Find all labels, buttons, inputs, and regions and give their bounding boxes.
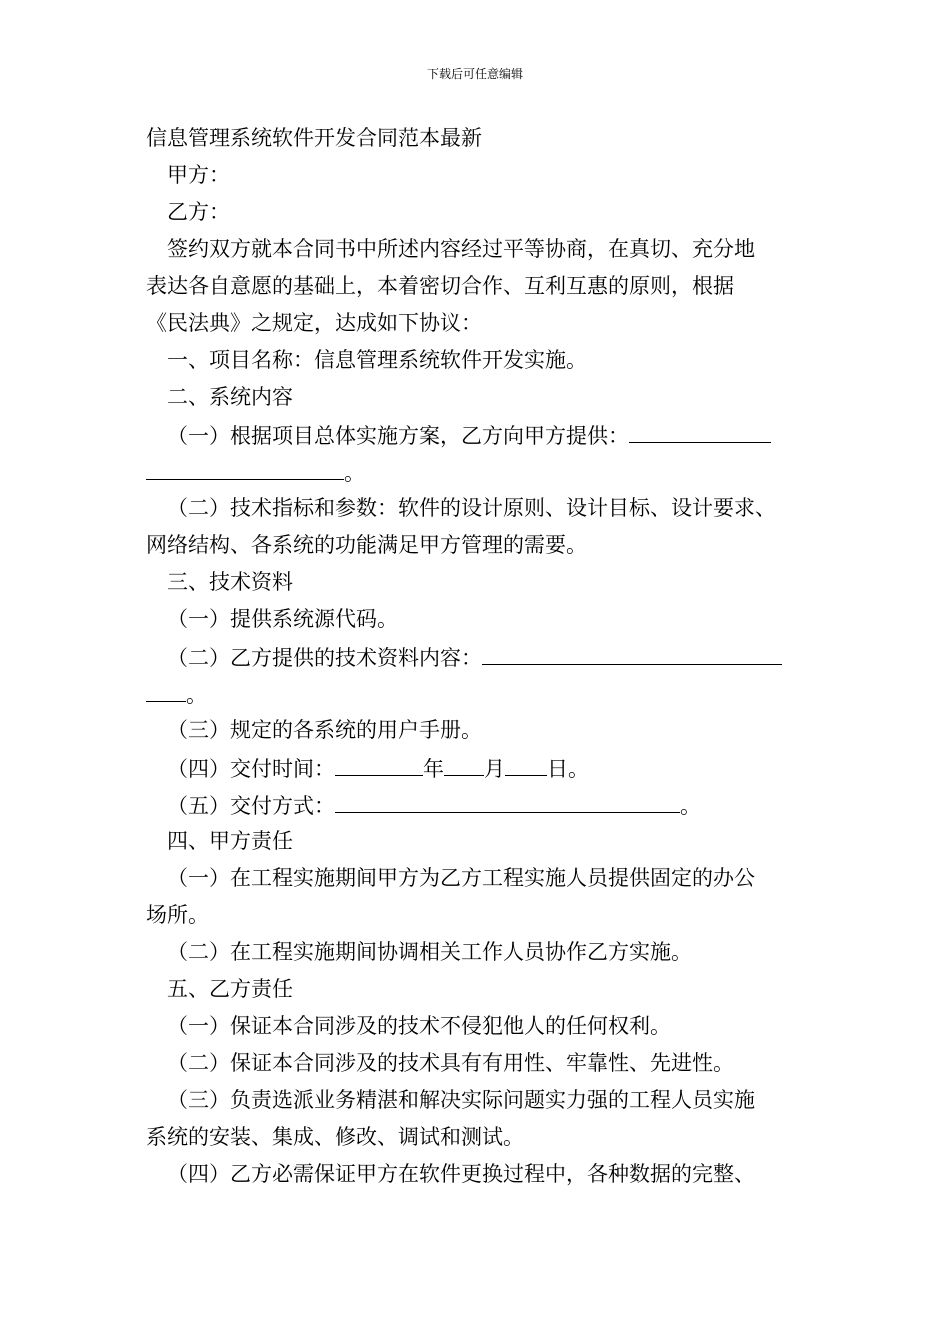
section-2-item-2-line-1: （二）技术指标和参数：软件的设计原则、设计目标、设计要求、 (167, 496, 776, 520)
section-3-heading: 三、技术资料 (167, 570, 293, 594)
section-2-item-1-continued (146, 453, 816, 490)
month-label: 月 (484, 757, 505, 781)
fill-in-blank (335, 786, 680, 813)
intro-line-3: 《民法典》之规定，达成如下协议： (146, 311, 482, 335)
section-2-item-2-line-2: 网络结构、各系统的功能满足甲方管理的需要。 (146, 533, 587, 557)
section-2-item-1-text: （一）根据项目总体实施方案，乙方向甲方提供： (167, 424, 629, 448)
fill-in-blank (146, 675, 186, 702)
delivery-method-label: （五）交付方式： (167, 794, 335, 818)
section-5-item-3-line-1: （三）负责选派业务精湛和解决实际问题实力强的工程人员实施 (167, 1088, 755, 1112)
section-3-item-1: （一）提供系统源代码。 (167, 607, 398, 631)
section-5-item-1: （一）保证本合同涉及的技术不侵犯他人的任何权利。 (167, 1014, 671, 1038)
party-a-label: 甲方： (167, 163, 230, 187)
section-3-item-4-delivery-time (146, 749, 816, 786)
year-blank (335, 749, 423, 776)
period: 。 (344, 461, 365, 485)
section-5-item-4: （四）乙方必需保证甲方在软件更换过程中，各种数据的完整、 (167, 1162, 755, 1186)
section-5-item-3-line-2: 系统的安装、集成、修改、调试和测试。 (146, 1125, 524, 1149)
section-3-item-5-delivery-method (146, 786, 816, 823)
section-4-item-1-line-1: （一）在工程实施期间甲方为乙方工程实施人员提供固定的办公 (167, 866, 755, 890)
day-blank (505, 749, 547, 776)
section-3-item-3: （三）规定的各系统的用户手册。 (167, 718, 482, 742)
contract-body (146, 120, 816, 1193)
fill-in-blank (482, 638, 782, 665)
section-3-item-2 (146, 638, 816, 675)
document-title: 信息管理系统软件开发合同范本最新 (146, 126, 482, 150)
period: 。 (680, 794, 701, 818)
intro-line-2: 表达各自意愿的基础上，本着密切合作、互利互惠的原则，根据 (146, 274, 734, 298)
section-5-item-2: （二）保证本合同涉及的技术具有有用性、牢靠性、先进性。 (167, 1051, 734, 1075)
fill-in-blank (629, 416, 771, 443)
period: 。 (186, 683, 207, 707)
section-3-item-2-text: （二）乙方提供的技术资料内容： (167, 646, 482, 670)
section-4-heading: 四、甲方责任 (167, 829, 293, 853)
month-blank (444, 749, 484, 776)
section-4-item-2: （二）在工程实施期间协调相关工作人员协作乙方实施。 (167, 940, 692, 964)
section-2-heading: 二、系统内容 (167, 385, 293, 409)
party-b-label: 乙方： (167, 200, 230, 224)
year-label: 年 (423, 757, 444, 781)
fill-in-blank (146, 453, 344, 480)
intro-line-1: 签约双方就本合同书中所述内容经过平等协商，在真切、充分地 (167, 237, 755, 261)
section-4-item-1-line-2: 场所。 (146, 903, 209, 927)
section-5-heading: 五、乙方责任 (167, 977, 293, 1001)
delivery-time-label: （四）交付时间： (167, 757, 335, 781)
day-label: 日。 (547, 757, 589, 781)
page-header-note: 下载后可任意编辑 (426, 67, 523, 81)
section-3-item-2-continued (146, 675, 816, 712)
section-1-project-name: 一、项目名称：信息管理系统软件开发实施。 (167, 348, 587, 372)
section-2-item-1 (146, 416, 816, 453)
